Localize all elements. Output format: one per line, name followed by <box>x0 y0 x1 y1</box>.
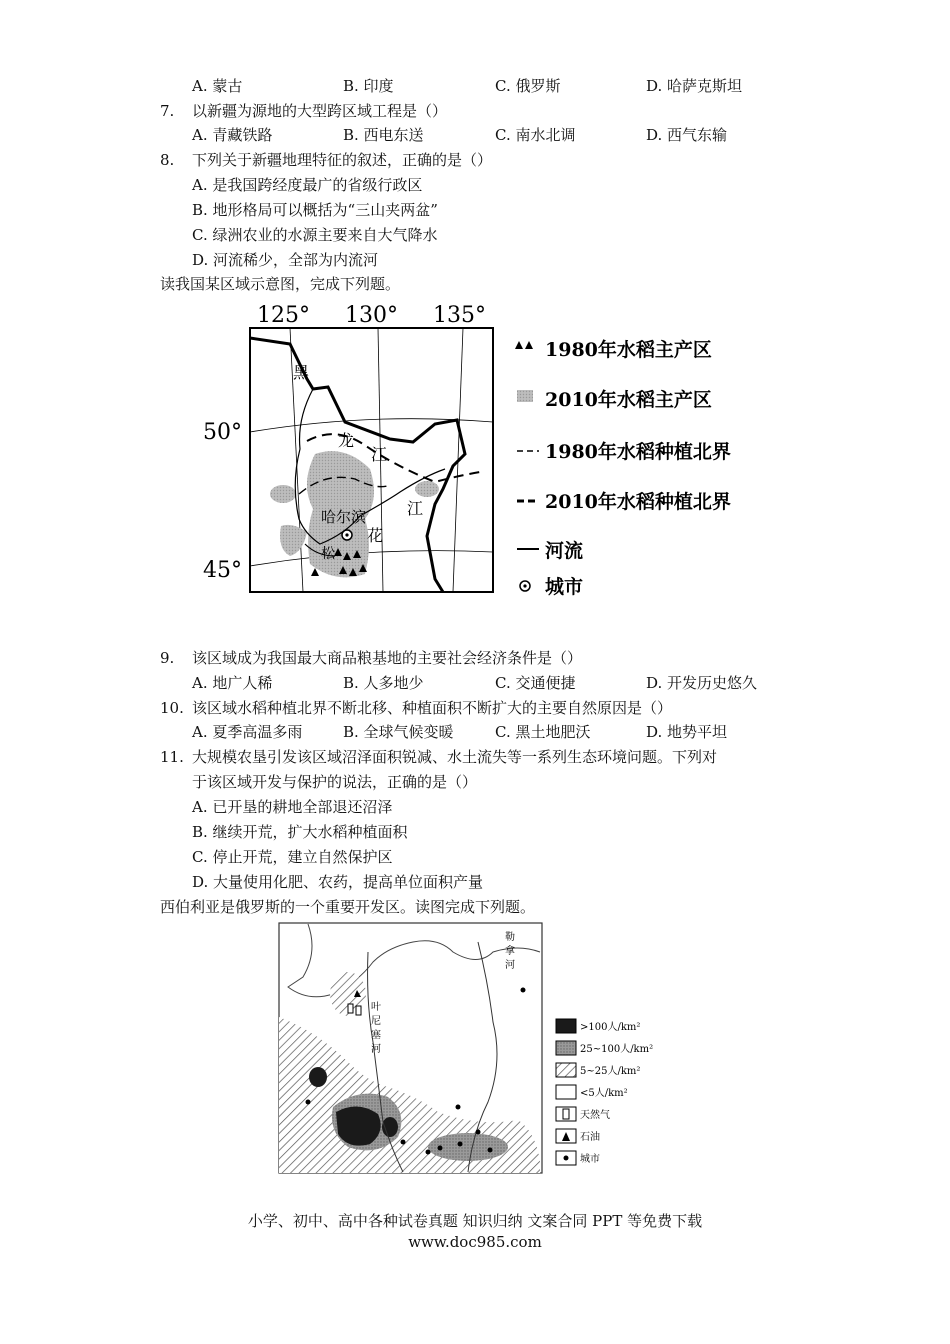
river-label-hei: 黑 <box>293 363 310 382</box>
city-marker <box>521 988 526 993</box>
river-label-long: 龙 <box>338 431 355 450</box>
q7-stem: 以新疆为源地的大型跨区域工程是（） <box>192 102 448 120</box>
lon-label-125: 125° <box>257 303 310 328</box>
q6-option-a: A. 蒙古 <box>192 77 243 95</box>
footer-link[interactable]: www.doc985.com <box>408 1233 542 1251</box>
rice-area-2010-sw <box>280 525 307 556</box>
q6-option-b: B. 印度 <box>343 77 394 95</box>
rice-area-2010-west <box>270 485 296 503</box>
northeast-china-rice-map <box>195 294 775 614</box>
q9-option-d: D. 开发历史悠久 <box>646 674 758 692</box>
legend-rice-2010-icon <box>517 390 533 402</box>
q11-option-a: A. 已开垦的耕地全部退还沼泽 <box>192 798 393 816</box>
city-marker <box>426 1150 431 1155</box>
legend-city-icon-dot <box>523 584 526 587</box>
gas-marker <box>356 1006 361 1015</box>
q7-option-c: C. 南水北调 <box>495 126 576 144</box>
river-label-ni: 尼 <box>371 1016 381 1027</box>
q8-number: 8. <box>160 151 175 169</box>
q8-stem: 下列关于新疆地理特征的叙述，正确的是（） <box>192 151 493 169</box>
river-label-ye: 叶 <box>371 1002 381 1013</box>
legend-boundary-2010: 2010年水稻种植北界 <box>545 491 731 513</box>
q11-option-c: C. 停止开荒，建立自然保护区 <box>192 848 393 866</box>
lon-label-130: 130° <box>345 303 398 328</box>
legend-density-25-100-icon <box>556 1041 576 1055</box>
city-marker <box>476 1130 481 1135</box>
river-label-jiang2: 江 <box>407 499 424 518</box>
q9-stem: 该区域成为我国最大商品粮基地的主要社会经济条件是（） <box>192 649 583 667</box>
q11-number: 11. <box>160 748 184 766</box>
city-marker <box>458 1142 463 1147</box>
rice-area-2010-east <box>415 481 439 497</box>
q9-option-b: B. 人多地少 <box>343 674 424 692</box>
q10-stem: 该区域水稻种植北界不断北移、种植面积不断扩大的主要自然原因是（） <box>192 699 673 717</box>
legend-density-5-25-icon <box>556 1063 576 1077</box>
legend-city-icon <box>564 1156 569 1161</box>
legend-density-over-100-icon <box>556 1019 576 1033</box>
q9-number: 9. <box>160 649 175 667</box>
legend-density-25-100: 25~100人/km² <box>580 1044 654 1055</box>
city-marker <box>488 1148 493 1153</box>
q10-option-b: B. 全球气候变暖 <box>343 723 454 741</box>
legend-city2: 城市 <box>580 1154 600 1165</box>
river-label-hua: 花 <box>367 526 384 545</box>
map2-legend <box>556 1019 653 1165</box>
legend-gas-icon <box>563 1109 569 1119</box>
q7-option-a: A. 青藏铁路 <box>192 126 273 144</box>
q11-option-b: B. 继续开荒，扩大水稻种植面积 <box>192 823 408 841</box>
legend-rice-1980-icon <box>525 341 533 349</box>
city-marker <box>401 1140 406 1145</box>
river-label-he1: 河 <box>371 1044 381 1055</box>
q11-stem-line2: 于该区域开发与保护的说法，正确的是（） <box>192 773 478 791</box>
river-label-le: 勒 <box>505 932 515 943</box>
river-label-jiang1: 江 <box>371 445 388 464</box>
q10-option-d: D. 地势平坦 <box>646 723 728 741</box>
legend-river: 河流 <box>545 540 584 562</box>
footer-line1: 小学、初中、高中各种试卷真题 知识归纳 文案合同 PPT 等免费下载 <box>247 1212 703 1230</box>
map1-legend <box>515 338 731 598</box>
legend-rice-1980: 1980年水稻主产区 <box>545 339 712 361</box>
lat-label-45: 45° <box>203 558 242 583</box>
legend-density-under-5: <5人/km² <box>580 1088 628 1099</box>
legend-density-under-5-icon <box>556 1085 576 1099</box>
legend-boundary-1980: 1980年水稻种植北界 <box>545 441 731 463</box>
population-zone-over-100-west <box>309 1067 327 1087</box>
q10-option-a: A. 夏季高温多雨 <box>192 723 303 741</box>
lon-label-135: 135° <box>433 303 486 328</box>
legend-oil: 石油 <box>580 1132 600 1143</box>
intro-map1: 读我国某区域示意图，完成下列题。 <box>160 275 401 293</box>
lat-label-50: 50° <box>203 420 242 445</box>
q11-option-d: D. 大量使用化肥、农药，提高单位面积产量 <box>192 873 484 891</box>
q6-option-d: D. 哈萨克斯坦 <box>646 77 743 95</box>
q8-option-c: C. 绿洲农业的水源主要来自大气降水 <box>192 226 438 244</box>
legend-density-over-100: >100人/km² <box>580 1022 641 1033</box>
q7-option-d: D. 西气东输 <box>646 126 728 144</box>
q8-option-a: A. 是我国跨经度最广的省级行政区 <box>192 176 423 194</box>
legend-rice-2010: 2010年水稻主产区 <box>545 389 712 411</box>
city-label-harbin: 哈尔滨 <box>321 508 367 526</box>
q9-option-a: A. 地广人稀 <box>192 674 273 692</box>
q8-option-d: D. 河流稀少，全部为内流河 <box>192 251 379 269</box>
legend-rice-1980-icon <box>515 341 523 349</box>
city-marker <box>438 1146 443 1151</box>
river-label-na: 拿 <box>505 946 515 957</box>
siberia-population-map <box>278 922 658 1177</box>
q6-option-c: C. 俄罗斯 <box>495 77 561 95</box>
q9-option-c: C. 交通便捷 <box>495 674 576 692</box>
harbin-city-dot <box>345 533 348 536</box>
legend-gas: 天然气 <box>580 1110 610 1121</box>
q8-option-b: B. 地形格局可以概括为“三山夹两盆” <box>192 201 438 219</box>
river-label-sai: 塞 <box>371 1030 381 1041</box>
intro-map2: 西伯利亚是俄罗斯的一个重要开发区。读图完成下列题。 <box>160 898 536 916</box>
river-label-he2: 河 <box>505 960 515 971</box>
legend-density-5-25: 5~25人/km² <box>580 1066 641 1077</box>
gas-marker <box>348 1004 353 1013</box>
legend-city: 城市 <box>545 576 584 598</box>
q7-number: 7. <box>160 102 175 120</box>
q10-number: 10. <box>160 699 184 717</box>
city-marker <box>306 1100 311 1105</box>
q10-option-c: C. 黑土地肥沃 <box>495 723 591 741</box>
river-label-song: 松 <box>321 546 335 562</box>
q7-option-b: B. 西电东送 <box>343 126 424 144</box>
city-marker <box>456 1105 461 1110</box>
q11-stem-line1: 大规模农垦引发该区域沼泽面积锐减、水土流失等一系列生态环境问题。下列对 <box>192 748 718 766</box>
